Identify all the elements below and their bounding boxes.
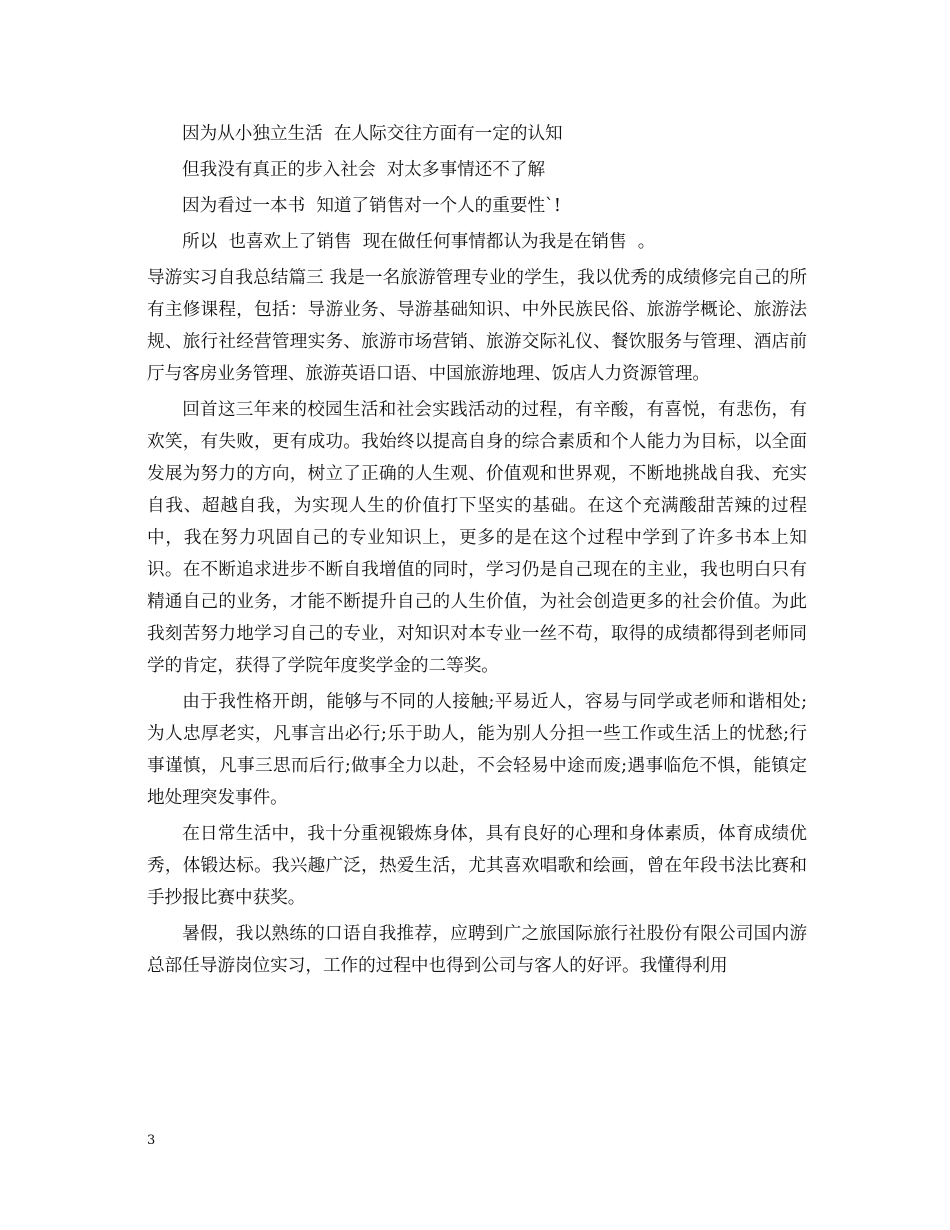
body-paragraph: 暑假，我以熟练的口语自我推荐，应聘到广之旅国际旅行社股份有限公司国内游总部任导游岗位实习，工作的过程中也得到公司与客人的好评。我懂得利用 xyxy=(147,924,807,976)
intro-line: 因为看过一本书 知道了销售对一个人的重要性`! xyxy=(182,196,561,216)
body-paragraph: 由于我性格开朗，能够与不同的人接触;平易近人，容易与同学或老师和谐相处;为人忠厚老实，凡事言出必行;乐于助人，能为别人分担一些工作或生活上的忧愁;行事谨慎，凡事三思而后行;做事全力以赴，不会轻易中途而废;遇事临危不惧，能镇定地处理突发事件。 xyxy=(147,692,807,808)
intro-line: 但我没有真正的步入社会 对太多事情还不了解 xyxy=(182,160,546,180)
document-body xyxy=(147,118,807,986)
body-paragraph: 回首这三年来的校园生活和社会实践活动的过程，有辛酸，有喜悦，有悲伤，有欢笑，有失败，更有成功。我始终以提高自身的综合素质和个人能力为目标，以全面发展为努力的方向，树立了正确的人生观、价值观和世界观，不断地挑战自我、充实自我、超越自我，为实现人生的价值打下坚实的基础。在这个充满酸甜苦辣的过程中，我在努力巩固自己的专业知识上，更多的是在这个过程中学到了许多书本上知识。在不断追求进步不断自我增值的同时，学习仍是自己现在的主业，我也明白只有精通自己的业务，才能不断提升自己的人生价值，为社会创造更多的社会价值。为此我刻苦努力地学习自己的专业，对知识对本专业一丝不苟，取得的成绩都得到老师同学的肯定，获得了学院年度奖学金的二等奖。 xyxy=(147,400,807,676)
body-paragraph: 在日常生活中，我十分重视锻炼身体，具有良好的心理和身体素质，体育成绩优秀，体锻达标。我兴趣广泛，热爱生活，尤其喜欢唱歌和绘画，曾在年段书法比赛和手抄报比赛中获奖。 xyxy=(147,824,807,908)
page-number: 3 xyxy=(147,1133,156,1148)
section-title-paragraph: 导游实习自我总结篇三 我是一名旅游管理专业的学生，我以优秀的成绩修完自己的所有主修课程，包括：导游业务、导游基础知识、中外民族民俗、旅游学概论、旅游法规、旅行社经营管理实务、旅游市场营销、旅游交际礼仪、餐饮服务与管理、酒店前厅与客房业务管理、旅游英语口语、中国旅游地理、饭店人力资源管理。 xyxy=(147,268,807,384)
intro-line: 所以 也喜欢上了销售 现在做任何事情都认为我是在销售 。 xyxy=(182,232,656,252)
intro-lines xyxy=(147,118,807,258)
intro-line: 因为从小独立生活 在人际交往方面有一定的认知 xyxy=(182,124,563,144)
